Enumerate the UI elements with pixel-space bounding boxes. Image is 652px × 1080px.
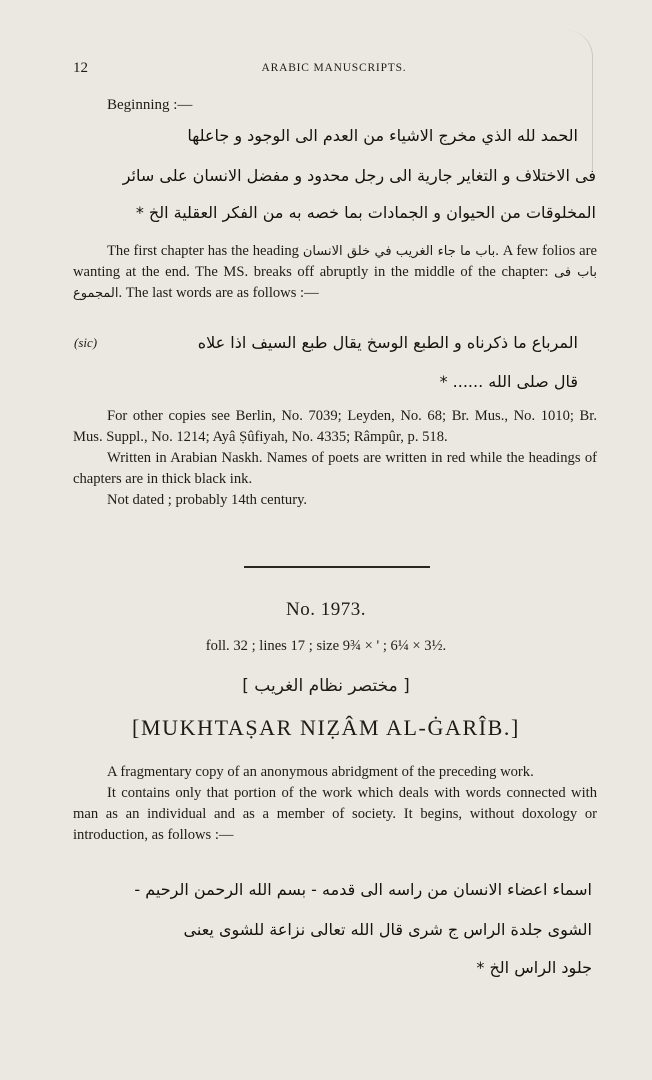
chapter-text-end: . The last words are as follows :— bbox=[118, 285, 319, 301]
running-head: ARABIC MANUSCRIPTS. bbox=[261, 62, 407, 74]
entry-title: [MUKHTAṢAR NIẒÂM AL-ĠARÎB.] bbox=[132, 715, 520, 740]
description-1: A fragmentary copy of an anonymous abridgment of the preceding work. bbox=[107, 764, 534, 780]
written-note: Written in Arabian Naskh. Names of poets are written in red while the headings of chapters are in thick black ink. bbox=[73, 450, 597, 487]
arabic-begin-line-3: جلود الراس الخ * bbox=[476, 958, 592, 977]
chapter-heading-arabic: باب ما جاء الغريب في خلق الانسان bbox=[302, 244, 496, 259]
page-header bbox=[73, 60, 595, 80]
arabic-last-words-line-2: قال صلى الله ...... * bbox=[439, 372, 578, 391]
arabic-begin-line-1: اسماء اعضاء الانسان من راسه الى قدمه - بسم الله الرحمن الرحيم - bbox=[134, 880, 592, 899]
chapter-arabic-2: باب فى المجموع bbox=[73, 265, 597, 301]
description-2: It contains only that portion of the work which deals with words connected with man as an individual and as a member of society. It begins, without doxology or introduction, as follows :— bbox=[73, 785, 597, 843]
beginning-label: Beginning :— bbox=[107, 97, 193, 113]
notes-paragraph bbox=[73, 406, 597, 511]
arabic-beginning-line-2: فى الاختلاف و التغاير جارية الى رجل محدود و مفضل الانسان على سائر bbox=[122, 166, 596, 185]
chapter-text-after: . A few folios are wanting at the end. The MS. breaks off abruptly in the middle of the chapter: bbox=[73, 243, 597, 280]
arabic-beginning-line-3: المخلوقات من الحيوان و الجمادات بما خصه به من الفكر العقلية الخ * bbox=[135, 203, 596, 222]
dated-note: Not dated ; probably 14th century. bbox=[107, 492, 308, 508]
sic-note: (sic) bbox=[74, 335, 98, 350]
page-curl-shadow bbox=[566, 30, 593, 170]
arabic-last-words-line-1: المرباع ما ذكرناه و الطبع الوسخ يقال طبع السيف اذا علاه bbox=[197, 333, 578, 352]
description-paragraph bbox=[73, 762, 597, 846]
page-number: 12 bbox=[73, 60, 88, 76]
arabic-title: [ مختصر نظام الغريب ] bbox=[242, 676, 410, 696]
chapter-paragraph bbox=[73, 241, 597, 304]
entry-number: No. 1973. bbox=[286, 599, 366, 620]
copies-note: For other copies see Berlin, No. 7039; Leyden, No. 68; Br. Mus., No. 1010; Br. Mus. Suppl., No. 1214; Ayâ Ṣûfiyah, No. 4335; Râmpûr, p. 518. bbox=[73, 408, 597, 445]
entry-details: foll. 32 ; lines 17 ; size 9¾ × ' ; 6¼ × 3½. bbox=[205, 638, 447, 654]
chapter-text-before: The first chapter has the heading bbox=[107, 243, 299, 259]
arabic-beginning-line-1: الحمد لله الذي مخرج الاشياء من العدم الى الوجود و جاعلها bbox=[187, 126, 578, 145]
arabic-begin-line-2: الشوى جلدة الراس ج شرى قال الله تعالى نزاعة للشوى يعنى bbox=[183, 920, 592, 939]
section-divider bbox=[244, 566, 430, 568]
